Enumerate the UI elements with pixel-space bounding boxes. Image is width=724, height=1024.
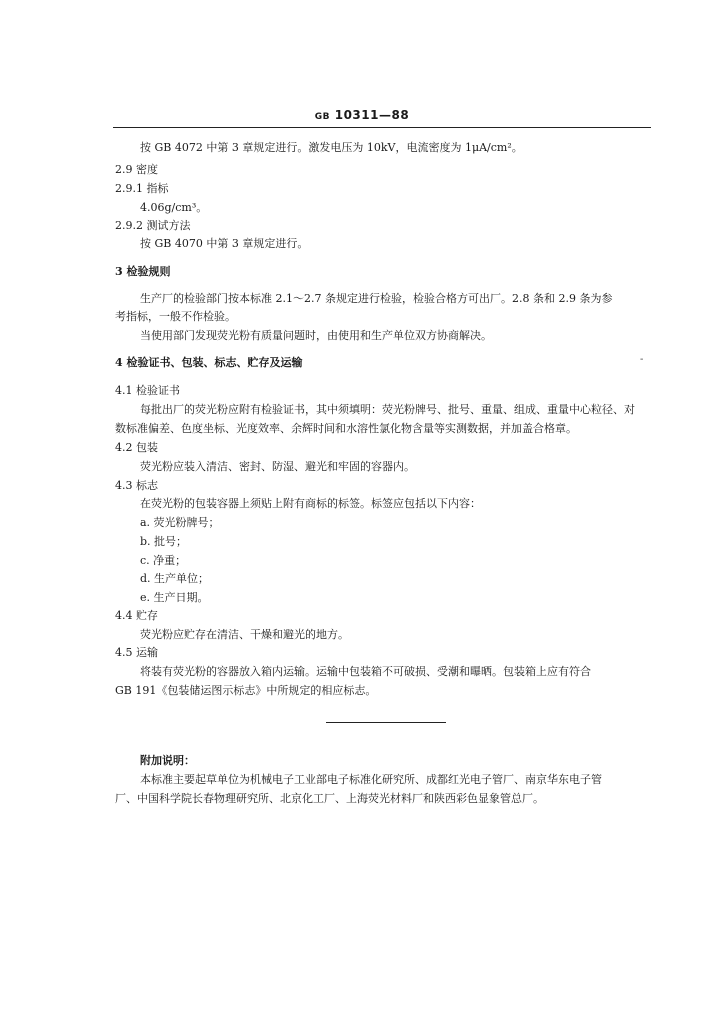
standard-prefix: GB [314, 112, 331, 122]
paragraph-line: 按 GB 4072 中第 3 章规定进行。激发电压为 10kV，电流密度为 1μA/cm²。 [140, 141, 523, 154]
section-heading: 2.9.2 测试方法 [115, 219, 191, 232]
paragraph-line: 数标准偏差、色度坐标、光度效率、余辉时间和水溶性氯化物含量等实测数据，并加盖合格章。 [115, 422, 577, 435]
paragraph-line: 按 GB 4070 中第 3 章规定进行。 [140, 237, 309, 250]
section-heading: 4.2 包装 [115, 441, 158, 454]
paragraph-line: 考指标，一般不作检验。 [115, 310, 236, 323]
section-heading: 2.9.1 指标 [115, 182, 169, 195]
list-item: d. 生产单位； [140, 572, 210, 585]
chapter-heading: 4 检验证书、包装、标志、贮存及运输 [115, 356, 303, 369]
section-heading: 4.1 检验证书 [115, 384, 180, 397]
section-heading: 2.9 密度 [115, 163, 158, 176]
appendix-heading: 附加说明： [140, 754, 195, 767]
paragraph-line: GB 191《包装储运图示标志》中所规定的相应标志。 [115, 684, 377, 697]
paragraph-line: 每批出厂的荧光粉应附有检验证书，其中须填明：荧光粉牌号、批号、重量、组成、重量中心粒径、对 [140, 403, 635, 416]
scan-mark: - [640, 354, 644, 365]
paragraph-line: 当使用部门发现荧光粉有质量问题时，由使用和生产单位双方协商解决。 [140, 329, 492, 342]
paragraph-line: 荧光粉应贮存在清洁、干燥和避光的地方。 [140, 628, 349, 641]
paragraph-line: 在荧光粉的包装容器上须贴上附有商标的标签。标签应包括以下内容： [140, 497, 481, 510]
standard-number: 10311—88 [334, 108, 410, 122]
paragraph-line: 荧光粉应装入清洁、密封、防湿、避光和牢固的容器内。 [140, 460, 415, 473]
page-header [0, 108, 724, 122]
list-item: c. 净重； [140, 554, 187, 567]
paragraph-line: 生产厂的检验部门按本标准 2.1～2.7 条规定进行检验，检验合格方可出厂。2.8 条和 2.9 条为参 [140, 292, 613, 305]
paragraph-line: 4.06g/cm³。 [140, 201, 208, 214]
chapter-heading: 3 检验规则 [115, 265, 171, 278]
list-item: b. 批号； [140, 535, 188, 548]
end-rule [326, 722, 446, 723]
paragraph-line: 本标准主要起草单位为机械电子工业部电子标准化研究所、成都红光电子管厂、南京华东电子管 [140, 773, 602, 786]
list-item: a. 荧光粉牌号； [140, 516, 220, 529]
header-rule [113, 127, 651, 128]
paragraph-line: 厂、中国科学院长春物理研究所、北京化工厂、上海荧光材料厂和陕西彩色显象管总厂。 [115, 792, 544, 805]
section-heading: 4.3 标志 [115, 479, 158, 492]
section-heading: 4.4 贮存 [115, 609, 158, 622]
list-item: e. 生产日期。 [140, 591, 209, 604]
paragraph-line: 将装有荧光粉的容器放入箱内运输。运输中包装箱不可破损、受潮和曝晒。包装箱上应有符合 [140, 665, 591, 678]
section-heading: 4.5 运输 [115, 646, 158, 659]
